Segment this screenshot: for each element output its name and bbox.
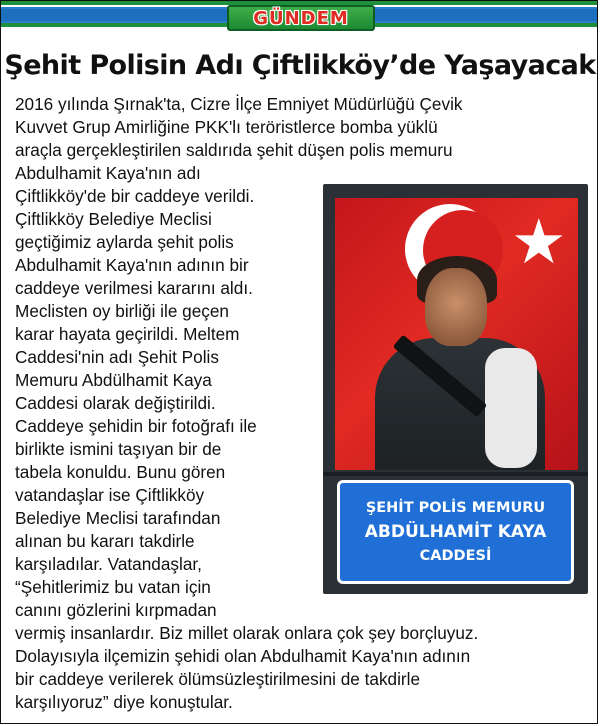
- body-line: geçtiğimiz aylarda şehit polis: [15, 232, 234, 252]
- body-line: Dolayısıyla ilçemizin şehidi olan Abdulhamit Kaya'nın adının: [15, 646, 471, 666]
- body-line: caddeye verilmesi kararını aldı.: [15, 278, 253, 298]
- memorial-photo: [323, 184, 588, 594]
- officer-portrait: [425, 268, 487, 346]
- body-line: “Şehitlerimiz bu vatan için: [15, 577, 211, 597]
- body-line: Abdulhamit Kaya'nın adı: [15, 163, 201, 183]
- body-line: Caddeye şehidin bir fotoğrafı ile: [15, 416, 257, 436]
- body-line: vatandaşlar ise Çiftlikköy: [15, 485, 205, 505]
- body-line: araçla gerçekleştirilen saldırıda şehit düşen polis memuru: [15, 140, 453, 160]
- body-line: Meclisten oy birliği ile geçen: [15, 301, 229, 321]
- body-line: Abdulhamit Kaya'nın adının bir: [15, 255, 249, 275]
- body-line: Çiftlikköy Belediye Meclisi: [15, 209, 212, 229]
- body-line: karşıladılar. Vatandaşlar,: [15, 554, 202, 574]
- street-sign-line1: ŞEHİT POLİS MEMURU: [365, 500, 546, 516]
- body-line: vermiş insanlardır. Biz millet olarak onlara çok şey borçluyuz.: [15, 623, 479, 643]
- body-line: Çiftlikköy'de bir caddeye verildi.: [15, 186, 255, 206]
- sign-frame-bar: [323, 472, 588, 476]
- turkish-flag-backdrop: [335, 198, 578, 470]
- street-sign-line2: ABDÜLHAMİT KAYA: [364, 522, 547, 542]
- body-line: alınan bu kararı takdirle: [15, 531, 195, 551]
- section-tag: [227, 5, 375, 31]
- street-sign-line3: CADDESİ: [419, 548, 492, 564]
- body-line: tabela konuldu. Bunu gören: [15, 462, 226, 482]
- body-line: Caddesi'nin adı Şehit Polis: [15, 347, 219, 367]
- body-line: karşılıyoruz” diye konuştular.: [15, 692, 233, 712]
- street-sign: [337, 480, 574, 584]
- body-line: birlikte ismini taşıyan bir de: [15, 439, 222, 459]
- body-line: Kuvvet Grup Amirliğine PKK'lı teröristlerce bomba yüklü: [15, 117, 438, 137]
- section-tag-label: GÜNDEM: [253, 7, 349, 29]
- officer-arm: [485, 348, 537, 468]
- body-line: canını gözlerini kırpmadan: [15, 600, 217, 620]
- body-line: 2016 yılında Şırnak'ta, Cizre İlçe Emniyet Müdürlüğü Çevik: [15, 94, 463, 114]
- body-line: bir caddeye verilerek ölümsüzleştirilmesini de takdirle: [15, 669, 421, 689]
- headline: Şehit Polisin Adı Çiftlikköy’de Yaşayacak: [4, 50, 596, 81]
- body-line: Belediye Meclisi tarafından: [15, 508, 221, 528]
- body-line: Caddesi olarak değiştirildi.: [15, 393, 216, 413]
- body-line: karar hayata geçirildi. Meltem: [15, 324, 240, 344]
- star-icon: ★: [511, 208, 567, 277]
- body-line: Memuru Abdülhamit Kaya: [15, 370, 212, 390]
